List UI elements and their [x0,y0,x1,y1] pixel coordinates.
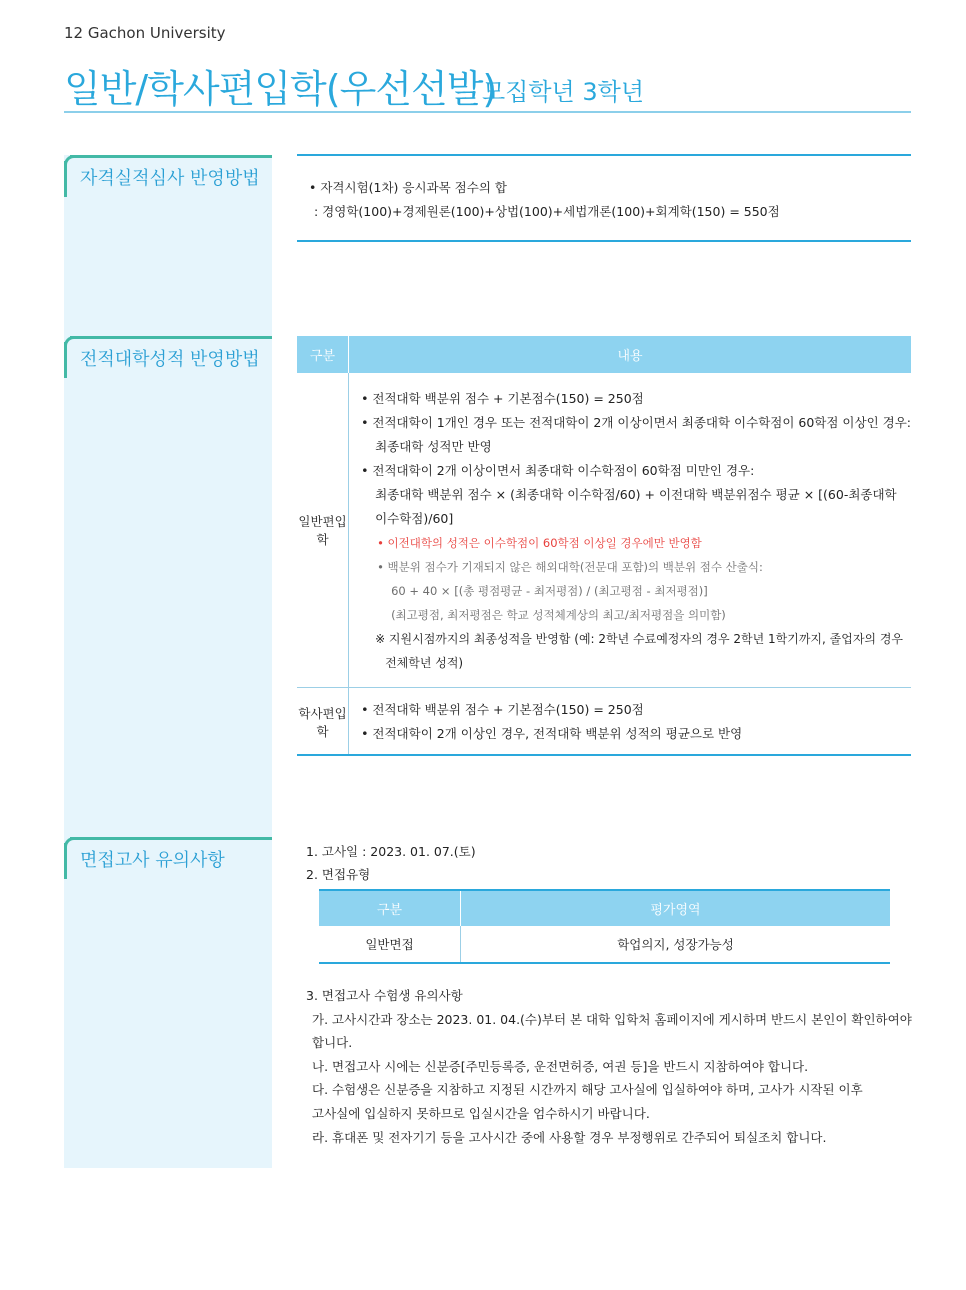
table-row [319,926,890,963]
qualification-line-2: : 경영학(100)+경제원론(100)+상법(100)+세법개론(100)+회계학(150) = 550점 [314,204,780,219]
qualification-line-1: • 자격시험(1차) 응시과목 점수의 합 [309,180,507,195]
interview-note: 가. 고사시간과 장소는 2023. 01. 04.(수)부터 본 대학 입학처 홈페이지에 게시하며 반드시 본인이 확인하여야 [312,1012,912,1027]
section-heading-qualification: 자격실적심사 반영방법 [80,168,260,189]
table-row [297,373,911,688]
content-line: 최종대학 백분위 점수 × (최종대학 이수학점/60) + 이전대학 백분위점수 평균 × [(60-최종대학 [375,487,897,502]
tab-left-bar [64,843,67,879]
content-line: • 전적대학이 2개 이상인 경우, 전적대학 백분위 성적의 평균으로 반영 [361,726,743,741]
page-title: 일반/학사편입학(우선선발) [64,67,497,111]
page-subtitle: 모집학년 3학년 [482,78,645,106]
row-label-bachelor-transfer: 학사편입학 [297,688,349,757]
tab-left-bar [64,342,67,378]
reference-note: ※ 지원시점까지의 최종성적을 반영함 (예: 2학년 수료예정자의 경우 2학년 1학기까지, 졸업자의 경우 [375,632,904,646]
interview-note: 다. 수험생은 신분증을 지참하고 지정된 시간까지 해당 고사실에 입실하여야 하며, 고사가 시작된 이후 [312,1082,863,1097]
row-value-interview: 학업의지, 성장가능성 [461,926,891,963]
interview-type-table [319,889,890,964]
tab-left-bar [64,161,67,197]
section-heading-interview: 면접고사 유의사항 [80,850,225,871]
table-header-evaluation: 평가영역 [461,890,891,926]
prior-grades-table-bottom-rule [297,754,911,756]
qualification-box-bottom-rule [297,240,911,242]
gray-note: 60 + 40 × [(총 평점평균 - 최저평점) / (최고평점 - 최저평점)] [391,584,708,598]
table-header-row [297,336,911,373]
gray-note: • 백분위 점수가 기재되지 않은 해외대학(전문대 포함)의 백분위 점수 산출식: [377,560,763,574]
interview-note: 라. 휴대폰 및 전자기기 등을 고사시간 중에 사용할 경우 부정행위로 간주되어 퇴실조치 합니다. [312,1130,827,1145]
content-line: • 전적대학이 1개인 경우 또는 전적대학이 2개 이상이면서 최종대학 이수학점이 60학점 이상인 경우: [361,415,911,430]
interview-item-3: 3. 면접고사 수험생 유의사항 [306,988,463,1003]
table-header-content: 내용 [349,336,911,373]
table-header-category: 구분 [297,336,349,373]
table-header-row [319,890,890,926]
section-heading-prior-grades: 전적대학성적 반영방법 [80,349,260,370]
interview-note: 고사실에 입실하지 못하므로 입실시간을 엄수하시기 바랍니다. [312,1106,650,1121]
row-label-general-transfer: 일반편입학 [297,373,349,688]
row-label-interview: 일반면접 [319,926,461,963]
page-number: 12 Gachon University [64,24,226,42]
content-line: • 전적대학 백분위 점수 + 기본점수(150) = 250점 [361,391,644,406]
content-line: 이수학점)/60] [375,511,454,526]
section-tab-prior-grades [64,336,272,378]
table-row [297,688,911,757]
interview-note: 나. 면접고사 시에는 신분증[주민등록증, 운전면허증, 여권 등]을 반드시 지참하여야 합니다. [312,1059,809,1074]
tab-top-bar [70,155,272,158]
qualification-box-top-rule [297,154,911,156]
content-line: • 전적대학이 2개 이상이면서 최종대학 이수학점이 60학점 미만인 경우: [361,463,755,478]
red-note: • 이전대학의 성적은 이수학점이 60학점 이상일 경우에만 반영함 [377,536,702,550]
row-content-general-transfer [349,373,911,688]
reference-note: 전체학년 성적) [385,656,464,670]
interview-item-2: 2. 면접유형 [306,867,371,882]
interview-item-1: 1. 고사일 : 2023. 01. 07.(토) [306,844,476,859]
tab-top-bar [70,336,272,339]
gray-note: (최고평점, 최저평점은 학교 성적체계상의 최고/최저평점을 의미함) [391,608,726,622]
row-content-bachelor-transfer [349,688,911,757]
content-line: 최종대학 성적만 반영 [375,439,492,454]
section-tab-qualification [64,155,272,197]
prior-grades-table [297,336,911,756]
content-line: • 전적대학 백분위 점수 + 기본점수(150) = 250점 [361,702,644,717]
left-sidebar-band [64,155,272,1168]
interview-note: 합니다. [312,1035,353,1050]
section-tab-interview [64,837,272,879]
table-header-category: 구분 [319,890,461,926]
title-divider [64,111,911,113]
tab-top-bar [70,837,272,840]
